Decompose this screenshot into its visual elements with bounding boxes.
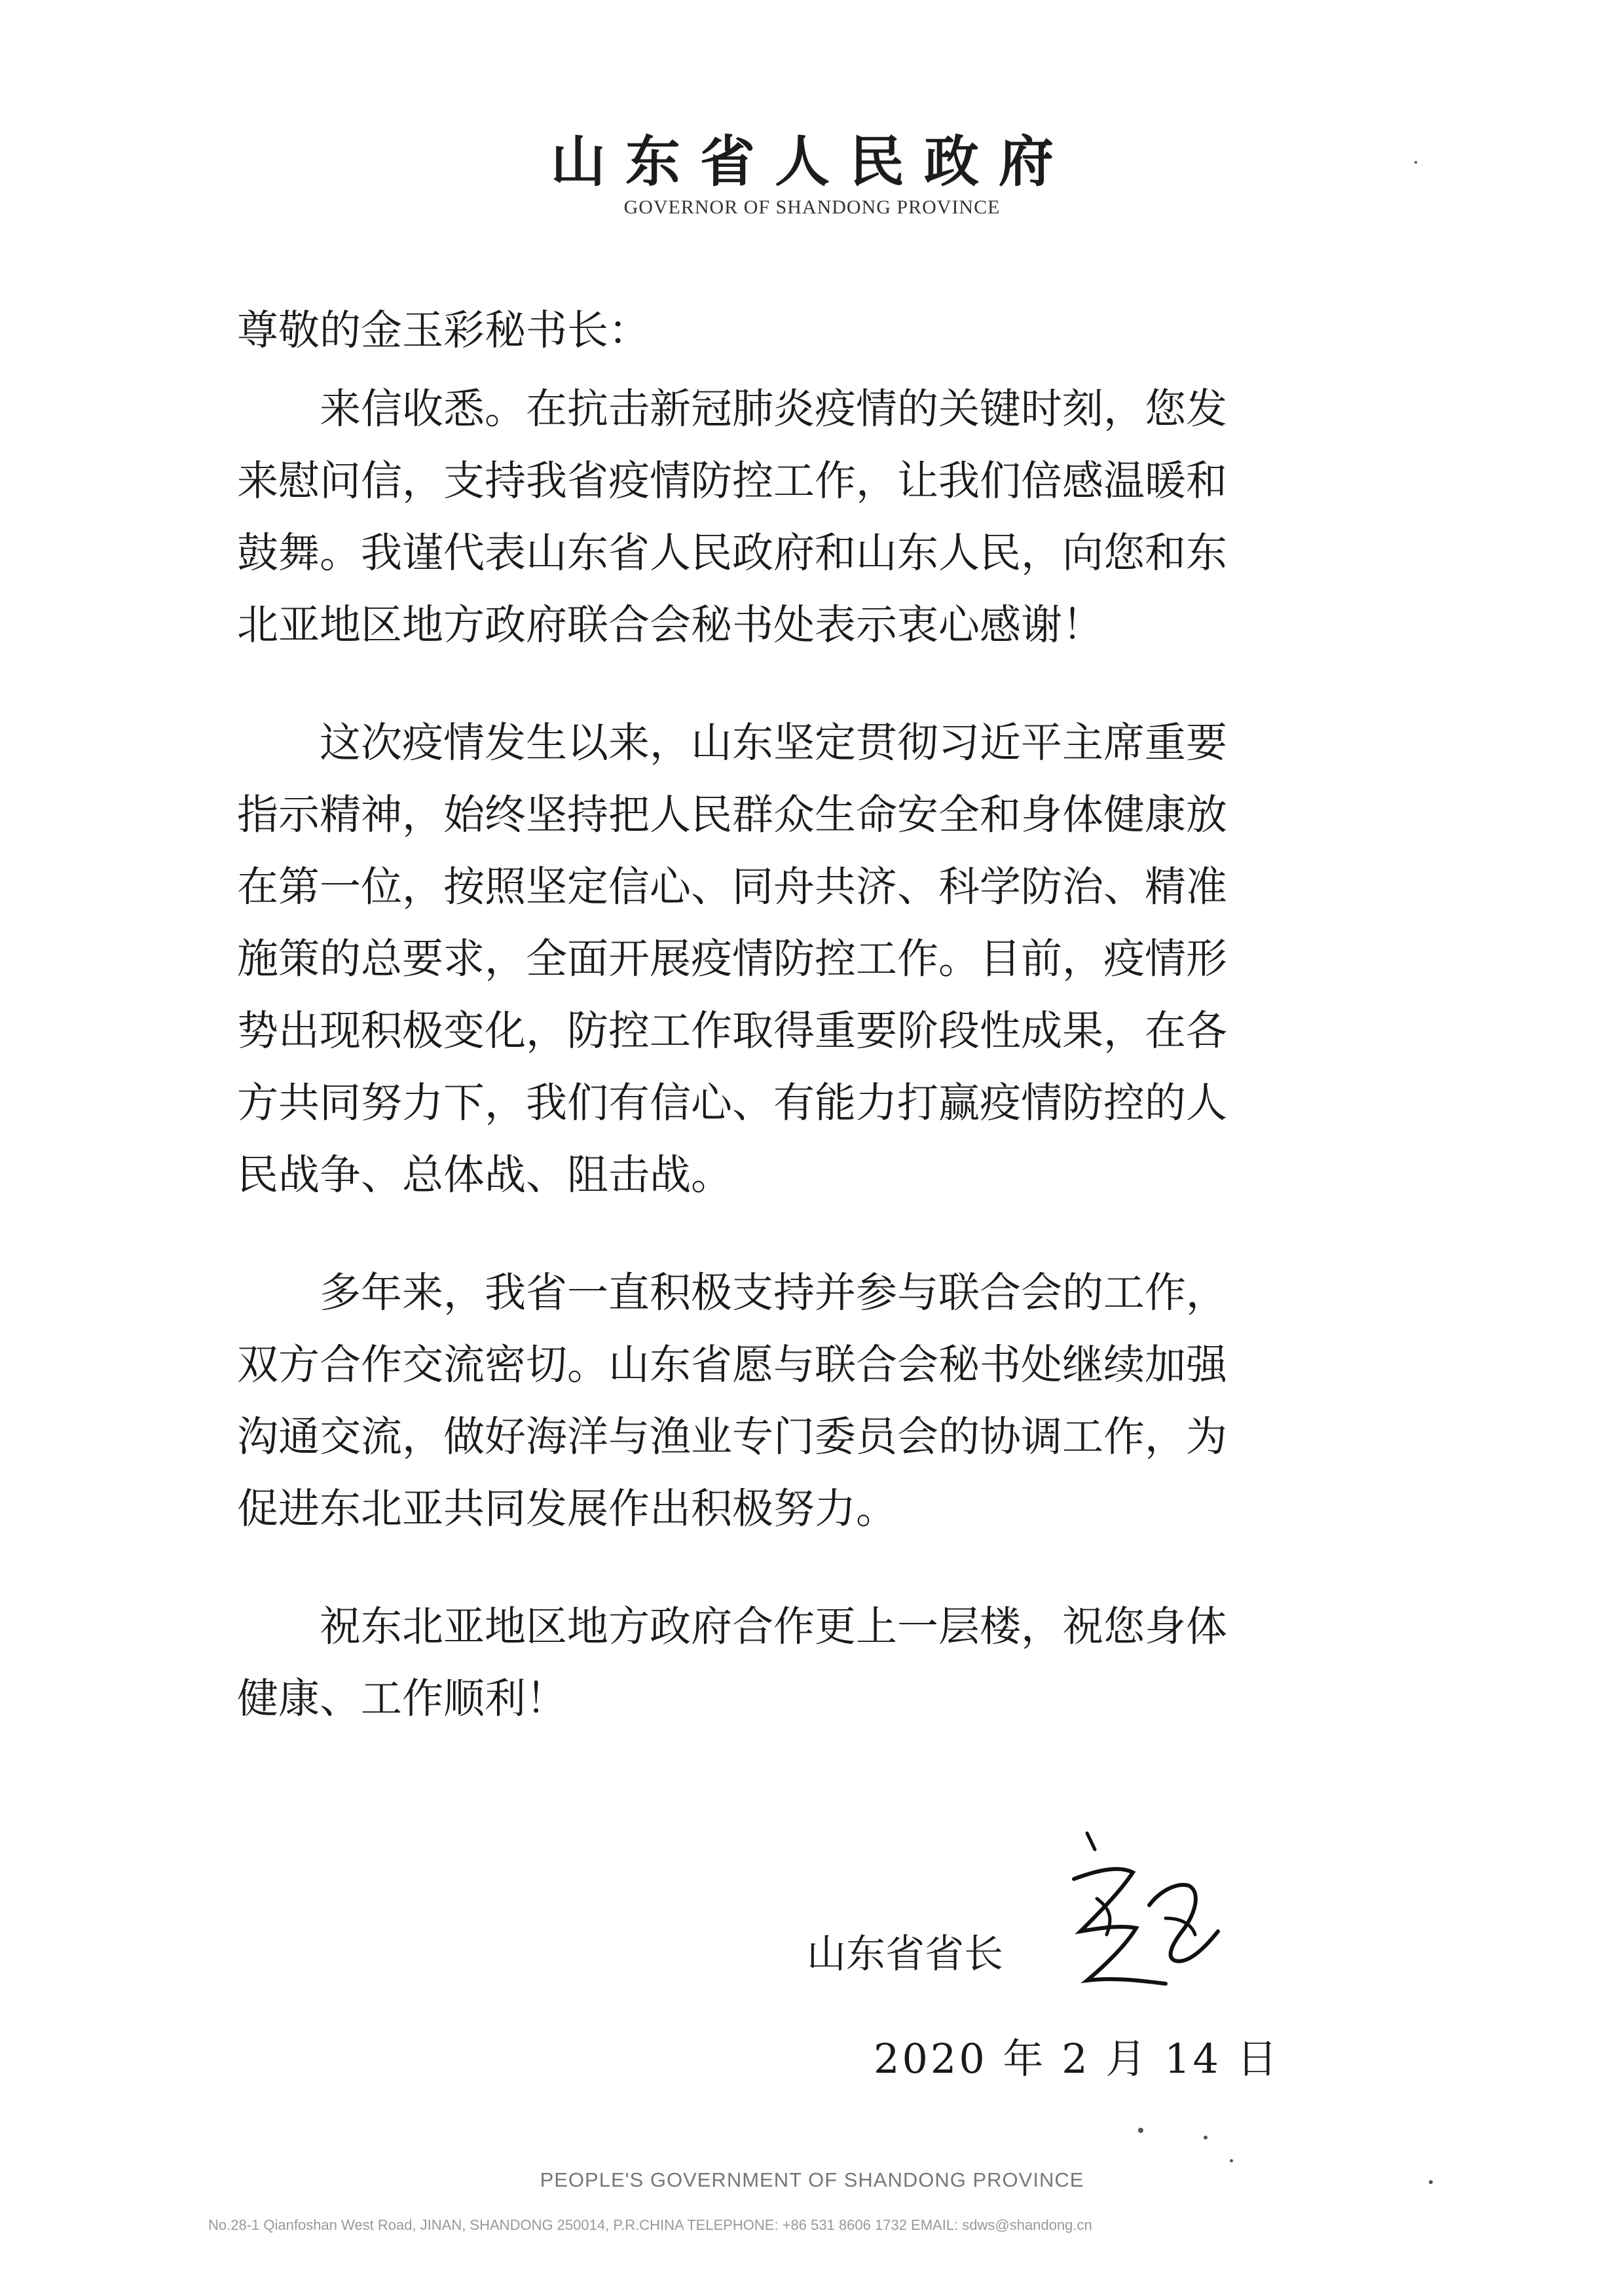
body-line: 势出现积极变化，防控工作取得重要阶段性成果，在各 [237,1007,1227,1055]
body-line: 北亚地区地方政府联合会秘书处表示衷心感谢！ [237,601,1103,649]
scan-speck [1230,2159,1233,2162]
body-line: 来信收悉。在抗击新冠肺炎疫情的关键时刻，您发 [237,385,1227,433]
footer-organization: PEOPLE'S GOVERNMENT OF SHANDONG PROVINCE [540,2168,1084,2191]
body-line: 民战争、总体战、阻击战。 [237,1151,732,1199]
signature-title: 山东省省长 [807,1931,1003,1977]
letterhead-title: 山东省人民政府 [550,129,1073,194]
body-line: 鼓舞。我谨代表山东省人民政府和山东人民，向您和东 [237,529,1227,577]
salutation: 尊敬的金玉彩秘书长： [237,306,650,354]
scan-speck [1138,2128,1143,2133]
body-line: 来慰问信，支持我省疫情防控工作，让我们倍感温暖和 [237,457,1227,505]
body-line: 这次疫情发生以来，山东坚定贯彻习近平主席重要 [237,719,1227,767]
body-line: 双方合作交流密切。山东省愿与联合会秘书处继续加强 [237,1341,1227,1389]
footer-address: No.28-1 Qianfoshan West Road, JINAN, SHANDONG 250014, P.R.CHINA TELEPHONE: +86 531 8606 1732 EMAIL: sdws@shandong.cn [208,2217,1092,2233]
letter-date: 2020 年 2 月 14 日 [874,2035,1280,2083]
body-line: 促进东北亚共同发展作出积极努力。 [237,1485,897,1533]
body-line: 祝东北亚地区地方政府合作更上一层楼，祝您身体 [237,1603,1227,1650]
body-line: 施策的总要求，全面开展疫情防控工作。目前，疫情形 [237,935,1227,983]
body-line: 指示精神，始终坚持把人民群众生命安全和身体健康放 [237,791,1227,839]
body-line: 健康、工作顺利！ [237,1675,567,1722]
scan-speck [1429,2180,1433,2184]
scan-speck [1414,161,1417,164]
body-line: 沟通交流，做好海洋与渔业专门委员会的协调工作，为 [237,1413,1227,1461]
handwritten-signature [1061,1820,1257,2016]
scan-speck [1204,2136,1208,2140]
body-line: 多年来，我省一直积极支持并参与联合会的工作， [237,1269,1227,1317]
body-line: 方共同努力下，我们有信心、有能力打赢疫情防控的人 [237,1079,1227,1127]
letterhead-subtitle: GOVERNOR OF SHANDONG PROVINCE [623,196,1001,218]
body-line: 在第一位，按照坚定信心、同舟共济、科学防治、精准 [237,863,1227,911]
